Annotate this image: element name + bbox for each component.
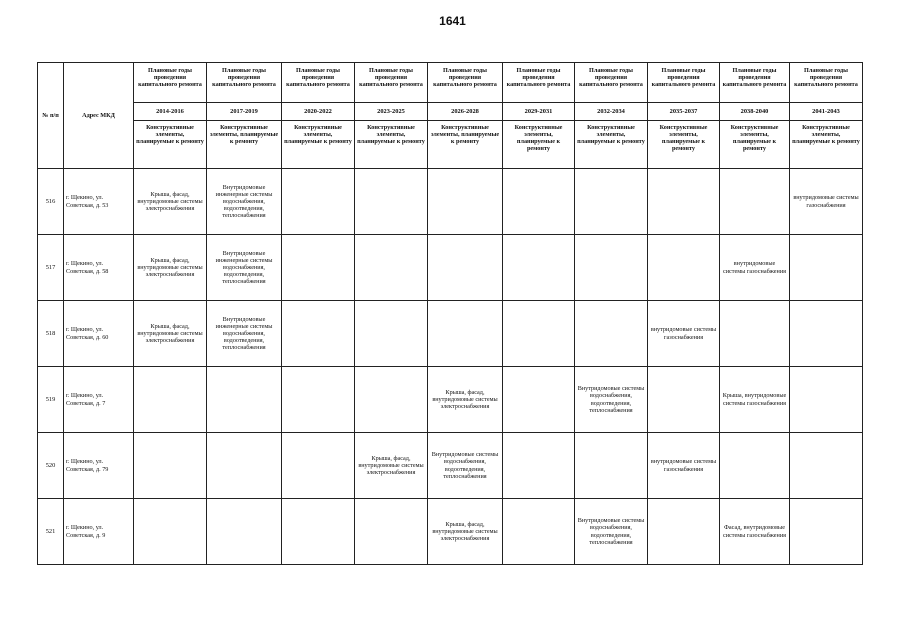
repair-elements-cell	[720, 169, 790, 235]
period-title-header: Плановые годы проведения капитального ремонта	[575, 63, 648, 103]
repair-elements-cell	[428, 235, 503, 301]
repair-elements-cell	[134, 499, 207, 565]
header-row-elements	[38, 121, 863, 169]
page-number: 1641	[439, 14, 466, 28]
repair-elements-cell	[575, 169, 648, 235]
repair-elements-cell	[428, 169, 503, 235]
repair-elements-cell: Крыша, фасад, внутридомовые системы электроснабжения	[428, 367, 503, 433]
repair-elements-cell	[355, 235, 428, 301]
year-range-header: 2038-2040	[720, 103, 790, 121]
row-address: г. Щекино, ул. Советская, д. 9	[64, 499, 134, 565]
repair-elements-cell	[720, 433, 790, 499]
repair-elements-cell: Фасад, внутридомовые системы газоснабжения	[720, 499, 790, 565]
number-column-header: № п/п	[38, 63, 64, 169]
repair-elements-cell	[355, 499, 428, 565]
repair-elements-cell: Внутридомовые инженерные системы водоснабжения, водоотведения, теплоснабжения	[207, 169, 282, 235]
repair-elements-cell: Крыша, фасад, внутридомовые системы электроснабжения	[428, 499, 503, 565]
repair-elements-cell: внутридомовые системы газоснабжения	[648, 301, 720, 367]
repair-elements-cell	[503, 235, 575, 301]
year-range-header: 2026-2028	[428, 103, 503, 121]
repair-elements-cell: Крыша, фасад, внутридомовые системы электроснабжения	[134, 169, 207, 235]
repair-elements-cell	[575, 433, 648, 499]
repair-elements-cell	[207, 367, 282, 433]
row-number: 519	[38, 367, 64, 433]
period-title-header: Плановые годы проведения капитального ремонта	[282, 63, 355, 103]
repair-elements-cell: Крыша, фасад, внутридомовые системы электроснабжения	[355, 433, 428, 499]
table-row	[38, 301, 863, 367]
repair-elements-cell	[575, 301, 648, 367]
repair-elements-cell	[790, 499, 863, 565]
repair-elements-cell: Внутридомовые системы водоснабжения, водоотведения, теплоснабжения	[575, 499, 648, 565]
row-number: 520	[38, 433, 64, 499]
period-title-header: Плановые годы проведения капитального ремонта	[134, 63, 207, 103]
repair-elements-cell: Крыша, фасад, внутридомовые системы электроснабжения	[134, 301, 207, 367]
repair-elements-cell	[355, 367, 428, 433]
table-row	[38, 433, 863, 499]
repair-elements-cell	[207, 433, 282, 499]
repair-elements-cell	[355, 169, 428, 235]
year-range-header: 2032-2034	[575, 103, 648, 121]
elements-header: Конструктивные элементы, планируемые к ремонту	[648, 121, 720, 169]
elements-header: Конструктивные элементы, планируемые к ремонту	[720, 121, 790, 169]
period-title-header: Плановые годы проведения капитального ремонта	[355, 63, 428, 103]
elements-header: Конструктивные элементы, планируемые к ремонту	[575, 121, 648, 169]
row-address: г. Щекино, ул. Советская, д. 7	[64, 367, 134, 433]
row-address: г. Щекино, ул. Советская, д. 58	[64, 235, 134, 301]
repair-elements-cell	[282, 169, 355, 235]
repair-elements-cell	[648, 499, 720, 565]
repair-elements-cell	[282, 433, 355, 499]
repair-elements-cell	[428, 301, 503, 367]
period-title-header: Плановые годы проведения капитального ремонта	[648, 63, 720, 103]
year-range-header: 2029-2031	[503, 103, 575, 121]
repair-elements-cell	[134, 433, 207, 499]
table-row	[38, 169, 863, 235]
row-address: г. Щекино, ул. Советская, д. 53	[64, 169, 134, 235]
repair-elements-cell	[503, 301, 575, 367]
repair-elements-cell	[355, 301, 428, 367]
period-title-header: Плановые годы проведения капитального ремонта	[207, 63, 282, 103]
table-row	[38, 499, 863, 565]
repair-elements-cell: Внутридомовые системы водоснабжения, водоотведения, теплоснабжения	[428, 433, 503, 499]
row-address: г. Щекино, ул. Советская, д. 60	[64, 301, 134, 367]
year-range-header: 2041-2043	[790, 103, 863, 121]
repair-elements-cell	[207, 499, 282, 565]
repair-elements-cell	[790, 367, 863, 433]
row-number: 517	[38, 235, 64, 301]
elements-header: Конструктивные элементы, планируемые к ремонту	[355, 121, 428, 169]
year-range-header: 2017-2019	[207, 103, 282, 121]
elements-header: Конструктивные элементы, планируемые к ремонту	[282, 121, 355, 169]
repair-elements-cell: Внутридомовые инженерные системы водоснабжения, водоотведения, теплоснабжения	[207, 301, 282, 367]
repair-elements-cell	[503, 499, 575, 565]
repair-elements-cell	[282, 301, 355, 367]
capital-repair-table	[37, 62, 863, 565]
address-column-header: Адрес МКД	[64, 63, 134, 169]
repair-elements-cell	[648, 169, 720, 235]
repair-elements-cell	[790, 433, 863, 499]
elements-header: Конструктивные элементы, планируемые к ремонту	[207, 121, 282, 169]
elements-header: Конструктивные элементы, планируемые к ремонту	[428, 121, 503, 169]
period-title-header: Плановые годы проведения капитального ремонта	[720, 63, 790, 103]
elements-header: Конструктивные элементы, планируемые к ремонту	[134, 121, 207, 169]
repair-elements-cell: внутридомовые системы газоснабжения	[720, 235, 790, 301]
repair-elements-cell: Внутридомовые системы водоснабжения, водоотведения, теплоснабжения	[575, 367, 648, 433]
repair-elements-cell	[648, 235, 720, 301]
table-row	[38, 367, 863, 433]
repair-elements-cell	[503, 367, 575, 433]
repair-elements-cell	[720, 301, 790, 367]
repair-elements-cell	[282, 367, 355, 433]
elements-header: Конструктивные элементы, планируемые к ремонту	[790, 121, 863, 169]
repair-elements-cell	[503, 433, 575, 499]
repair-elements-cell	[134, 367, 207, 433]
repair-elements-cell	[648, 367, 720, 433]
elements-header: Конструктивные элементы, планируемые к ремонту	[503, 121, 575, 169]
period-title-header: Плановые годы проведения капитального ремонта	[503, 63, 575, 103]
year-range-header: 2020-2022	[282, 103, 355, 121]
period-title-header: Плановые годы проведения капитального ремонта	[790, 63, 863, 103]
row-address: г. Щекино, ул. Советская, д. 79	[64, 433, 134, 499]
header-row-years	[38, 103, 863, 121]
year-range-header: 2035-2037	[648, 103, 720, 121]
repair-elements-cell: внутридомовые системы газоснабжения	[648, 433, 720, 499]
repair-elements-cell	[503, 169, 575, 235]
header-row-titles	[38, 63, 863, 103]
repair-elements-cell	[790, 301, 863, 367]
repair-elements-cell: Крыша, внутридомовые системы газоснабжения	[720, 367, 790, 433]
year-range-header: 2014-2016	[134, 103, 207, 121]
row-number: 518	[38, 301, 64, 367]
repair-elements-cell	[282, 235, 355, 301]
row-number: 521	[38, 499, 64, 565]
table-row	[38, 235, 863, 301]
year-range-header: 2023-2025	[355, 103, 428, 121]
period-title-header: Плановые годы проведения капитального ремонта	[428, 63, 503, 103]
row-number: 516	[38, 169, 64, 235]
repair-elements-cell: Крыша, фасад, внутридомовые системы электроснабжения	[134, 235, 207, 301]
repair-elements-cell	[575, 235, 648, 301]
table-body	[38, 63, 863, 565]
repair-elements-cell	[282, 499, 355, 565]
repair-elements-cell: внутридомовые системы газоснабжения	[790, 169, 863, 235]
repair-elements-cell	[790, 235, 863, 301]
repair-elements-cell: Внутридомовые инженерные системы водоснабжения, водоотведения, теплоснабжения	[207, 235, 282, 301]
